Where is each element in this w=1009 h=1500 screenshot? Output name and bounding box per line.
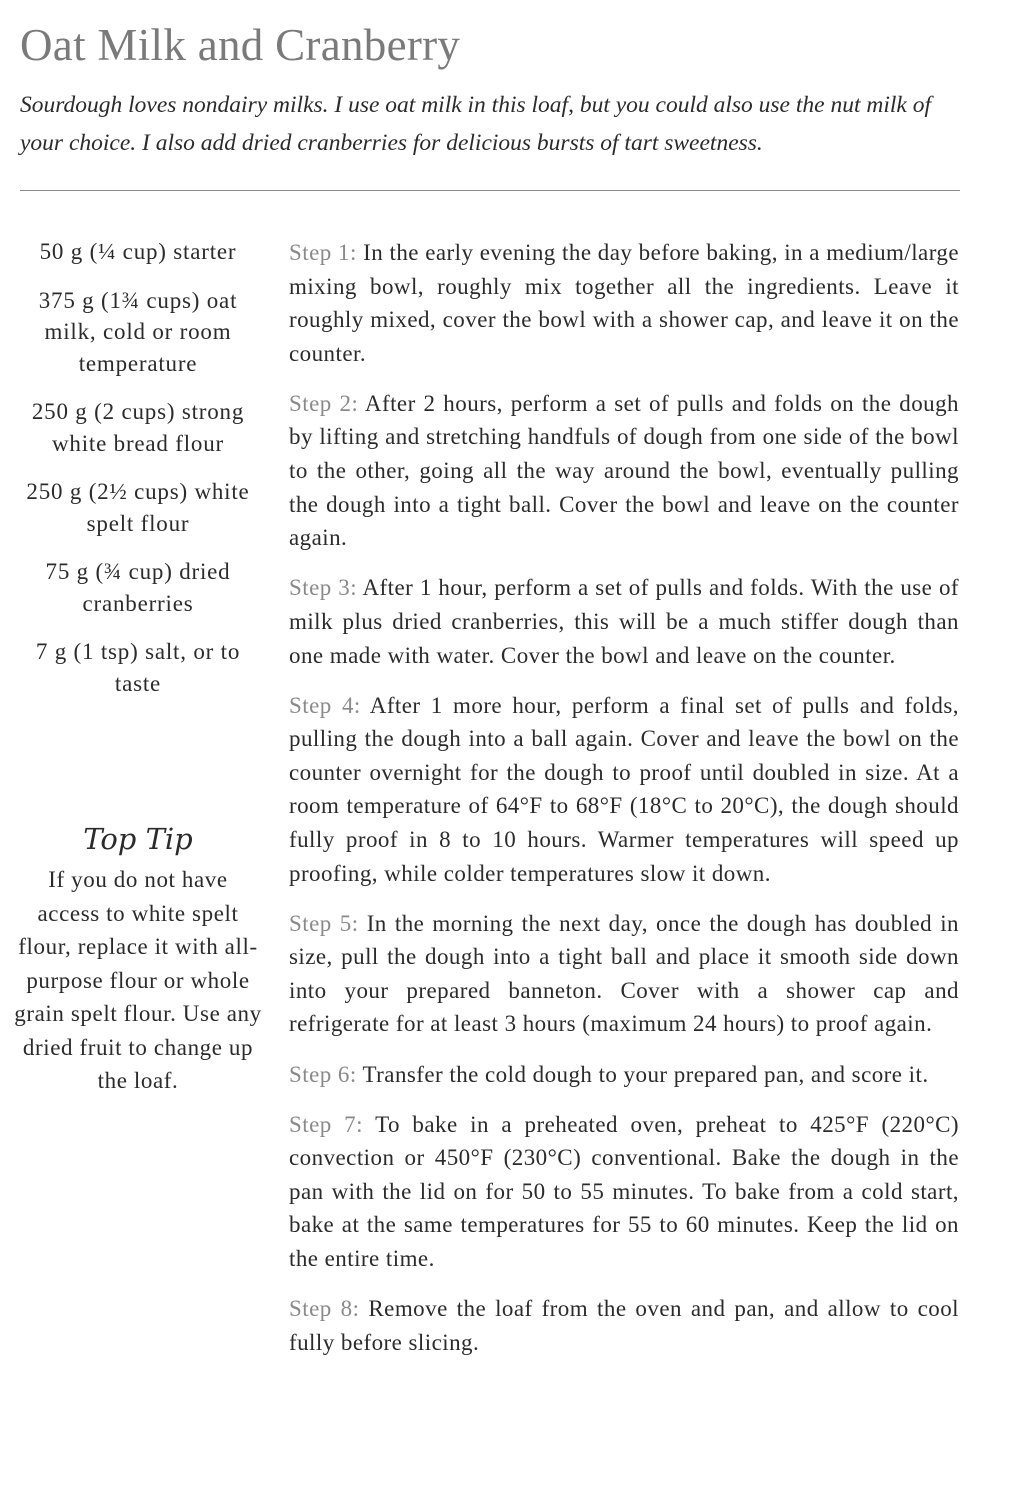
top-tip-heading: Top Tip	[83, 822, 193, 856]
ingredient-item: 375 g (1¾ cups) oat milk, cold or room temperature	[38, 287, 238, 376]
step-label: Step 6:	[289, 1061, 357, 1087]
recipe-intro: Sourdough loves nondairy milks. I use oat milk in this loaf, but you could also use the nut milk of your choice. I also add dried cranberries for delicious bursts of tart sweetness.	[20, 92, 931, 156]
step-label: Step 8:	[289, 1296, 360, 1322]
step-text: In the morning the next day, once the dough has doubled in size, pull the dough into a tight ball and place it smooth side down into your prepared banneton. Cover with a shower cap and refrigerate for at least 3 hours (maximum 24 hours) to proof again.	[289, 910, 960, 1037]
method-step	[289, 236, 959, 370]
step-text: Remove the loaf from the oven and pan, and allow to cool fully before slicing.	[289, 1296, 960, 1355]
ingredient-item: 250 g (2½ cups) white spelt flour	[26, 479, 250, 536]
step-text: In the early evening the day before baking, in a medium/large mixing bowl, roughly mix together all the ingredients. Leave it roughly mixed, cover the bowl with a shower cap, and leave it on the counter.	[289, 240, 959, 366]
step-label: Step 1:	[289, 240, 357, 265]
page-title: Oat Milk and Cranberry	[20, 20, 461, 70]
step-label: Step 7:	[289, 1111, 363, 1137]
step-text: To bake in a preheated oven, preheat to 425°F (220°C) convection or 450°F (230°C) conventional. Bake the dough in the pan with the lid on for 50 to 55 minutes. To bake from a cold start, bake at the same temperatures for 55 to 60 minutes. Keep the lid on the entire time.	[289, 1111, 959, 1272]
ingredient-item: 7 g (1 tsp) salt, or to taste	[35, 639, 241, 696]
step-text: After 1 more hour, perform a final set of pulls and folds, pulling the dough into a ball again. Cover and leave the bowl on the counter overnight for the dough to proof until doubled in size. At a room temperature of 64°F to 68°F (18°C to 20°C), the dough should fully proof in 8 to 10 hours. Warmer temperatures will speed up proofing, while colder temperatures slow it down.	[289, 692, 959, 886]
ingredient-list	[18, 236, 258, 716]
method-step	[289, 1292, 959, 1359]
method-step	[289, 1108, 959, 1276]
method-step	[289, 689, 959, 891]
step-label: Step 4:	[289, 692, 361, 718]
ingredient-item: 250 g (2 cups) strong white bread flour	[31, 399, 245, 456]
ingredient-item: 50 g (¼ cup) starter	[39, 239, 237, 264]
method-steps	[289, 236, 959, 1376]
ingredient-item: 75 g (¾ cup) dried cranberries	[45, 559, 231, 616]
step-label: Step 2:	[289, 390, 359, 416]
step-label: Step 3:	[289, 575, 358, 601]
step-text: Transfer the cold dough to your prepared pan, and score it.	[362, 1061, 929, 1087]
method-step	[289, 387, 959, 555]
top-tip-body: If you do not have access to white spelt flour, replace it with all-purpose flour or whole grain spelt flour. Use any dried fruit to change up the loaf.	[14, 867, 262, 1093]
step-text: After 2 hours, perform a set of pulls and folds on the dough by lifting and stretching handfuls of dough from one side of the bowl to the other, going all the way around the bowl, eventually pulling the dough into a tight ball. Cover the bowl and leave on the counter again.	[289, 390, 959, 551]
step-label: Step 5:	[289, 910, 359, 936]
method-step	[289, 571, 959, 672]
section-divider	[20, 190, 960, 191]
method-step	[289, 907, 959, 1041]
step-text: After 1 hour, perform a set of pulls and folds. With the use of milk plus dried cranberries, this will be a much stiffer dough than one made with water. Cover the bowl and leave on the counter.	[289, 575, 960, 668]
method-step	[289, 1058, 959, 1092]
